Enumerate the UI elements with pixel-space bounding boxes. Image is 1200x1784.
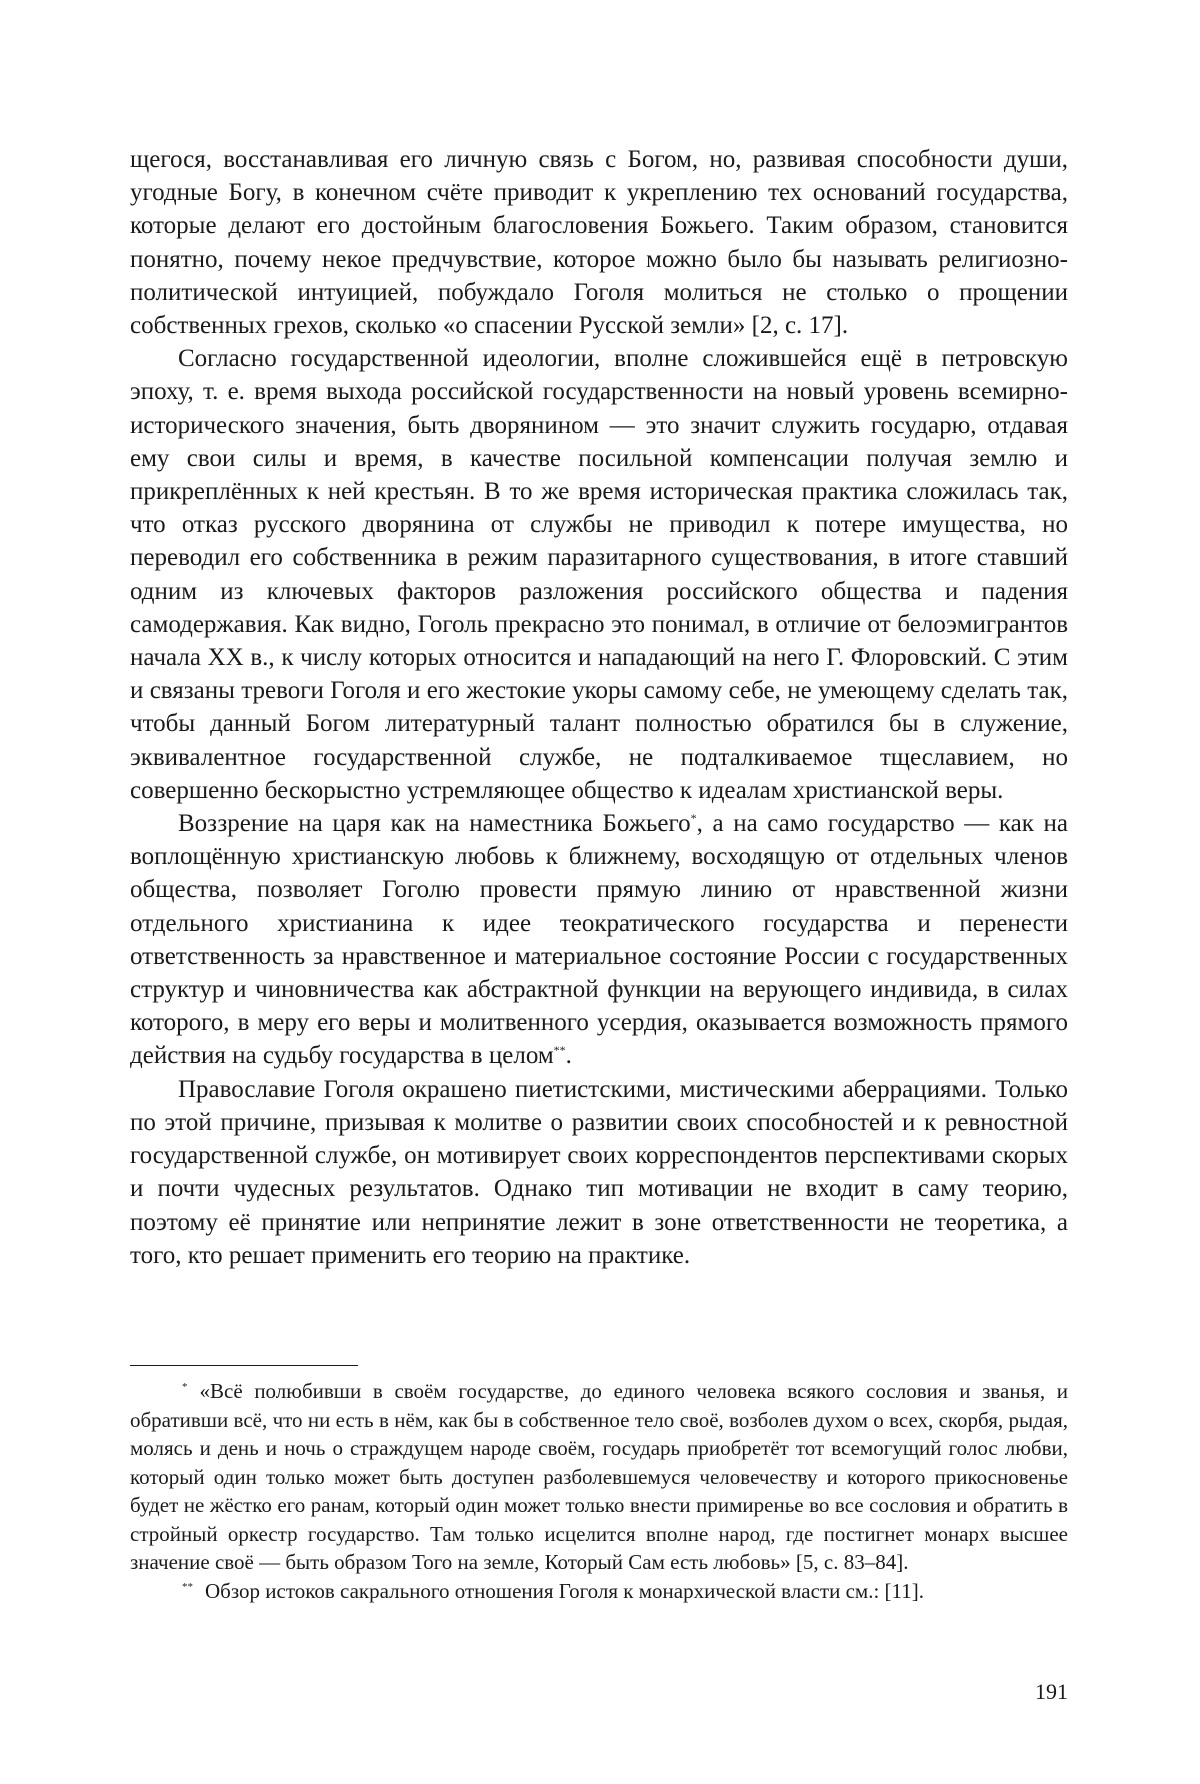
paragraph-1: щегося, восстанавливая его личную связь с Богом, но, развивая способности души, угодные Богу, в конечном счёте приводит к укреплению тех оснований государства, которые делают его достойным благословения Божьего. Таким образом, становится понятно, почему некое предчувствие, которое можно было бы называть религиозно-политической интуицией, побуждало Гоголя молиться не столько о прощении собственных грехов, сколько «о спасении Русской земли» [2, с. 17]. xyxy=(130,146,1068,340)
footnote-1 xyxy=(130,1377,1068,1577)
footnote-2 xyxy=(130,1577,1068,1606)
footnote-1-text: «Всё полюбивши в своём государстве, до единого человека всякого сословия и званья, и обративши всё, что ни есть в нём, как бы в собственное тело своё, возболев духом о всех, скорбя, рыдая, молясь и день и ночь о страждущем народе своём, государь приобретёт тот всемогущий голос любви, который один только может быть доступен разболевшемуся человечеству и которого прикосновенье будет не жёстко его ранам, который один может только внести примиренье во все сословия и обратить в стройный оркестр государство. Там только исцелится вполне народ, где постигнет монарх высшее значение своё — быть образом Того на земле, Который Сам есть любовь» [5, с. 83–84]. xyxy=(130,1379,1068,1574)
footnotes xyxy=(130,1377,1068,1605)
page-number: 191 xyxy=(1035,1679,1068,1704)
paragraph-3-text-c: . xyxy=(565,1042,572,1070)
paragraph-3-text-a: Воззрение на царя как на наместника Божьего xyxy=(178,810,691,838)
main-text xyxy=(130,143,1068,1272)
footnote-1-mark: * xyxy=(182,1381,188,1393)
paragraph-3-text-b: , а на само государство — как на воплощённую христианскую любовь к ближнему, восходящую от отдельных членов общества, позволяет Гоголю провести прямую линию от нравственной жизни отдельного христианина к идее теократического государства и перенести ответственность за нравственное и материальное состояние России с государственных структур и чиновничества как абстрактной функции на верующего индивида, в силах которого, в меру его веры и молитвенного усердия, оказывается возможность прямого действия на судьбу государства в целом xyxy=(130,810,1068,1070)
paragraph-3 xyxy=(130,807,1068,1073)
footnote-2-mark: ** xyxy=(182,1580,193,1593)
paragraph-4: Православие Гоголя окрашено пиетистскими, мистическими аберрациями. Только по этой причине, призывая к молитве о развитии своих способностей и к ревностной государственной службе, он мотивирует своих корреспондентов перспективами скорых и почти чудесных результатов. Однако тип мотивации не входит в саму теорию, поэтому её принятие или непринятие лежит в зоне ответственности не теоретика, а того, кто решает применить его теорию на практике. xyxy=(130,1075,1068,1269)
footnote-ref-1[interactable]: * xyxy=(690,811,697,826)
paragraph-2: Согласно государственной идеологии, вполне сложившейся ещё в петровскую эпоху, т. е. время выхода российской государственности на новый уровень всемирно-исторического значения, быть дворянином — это значит служить государю, отдавая ему свои силы и время, в качестве посильной компенсации получая землю и прикреплённых к ней крестьян. В то же время историческая практика сложилась так, что отказ русского дворянина от службы не приводил к потере имущества, но переводил его собственника в режим паразитарного существования, в итоге ставший одним из ключевых факторов разложения российского общества и падения самодержавия. Как видно, Гоголь прекрасно это понимал, в отличие от белоэмигрантов начала XX в., к числу которых относится и нападающий на него Г. Флоровский. С этим и связаны тревоги Гоголя и его жестокие укоры самому себе, не умеющему сделать так, чтобы данный Богом литературный талант полностью обратился бы в служение, эквивалентное государственной службе, не подталкиваемое тщеславием, но совершенно бескорыстно устремляющее общество к идеалам христианской веры. xyxy=(130,345,1068,804)
footnote-2-text: Обзор истоков сакрального отношения Гоголя к монархической власти см.: [11]. xyxy=(205,1578,925,1603)
footnote-ref-2[interactable]: ** xyxy=(553,1043,566,1058)
footnote-divider xyxy=(130,1365,358,1366)
